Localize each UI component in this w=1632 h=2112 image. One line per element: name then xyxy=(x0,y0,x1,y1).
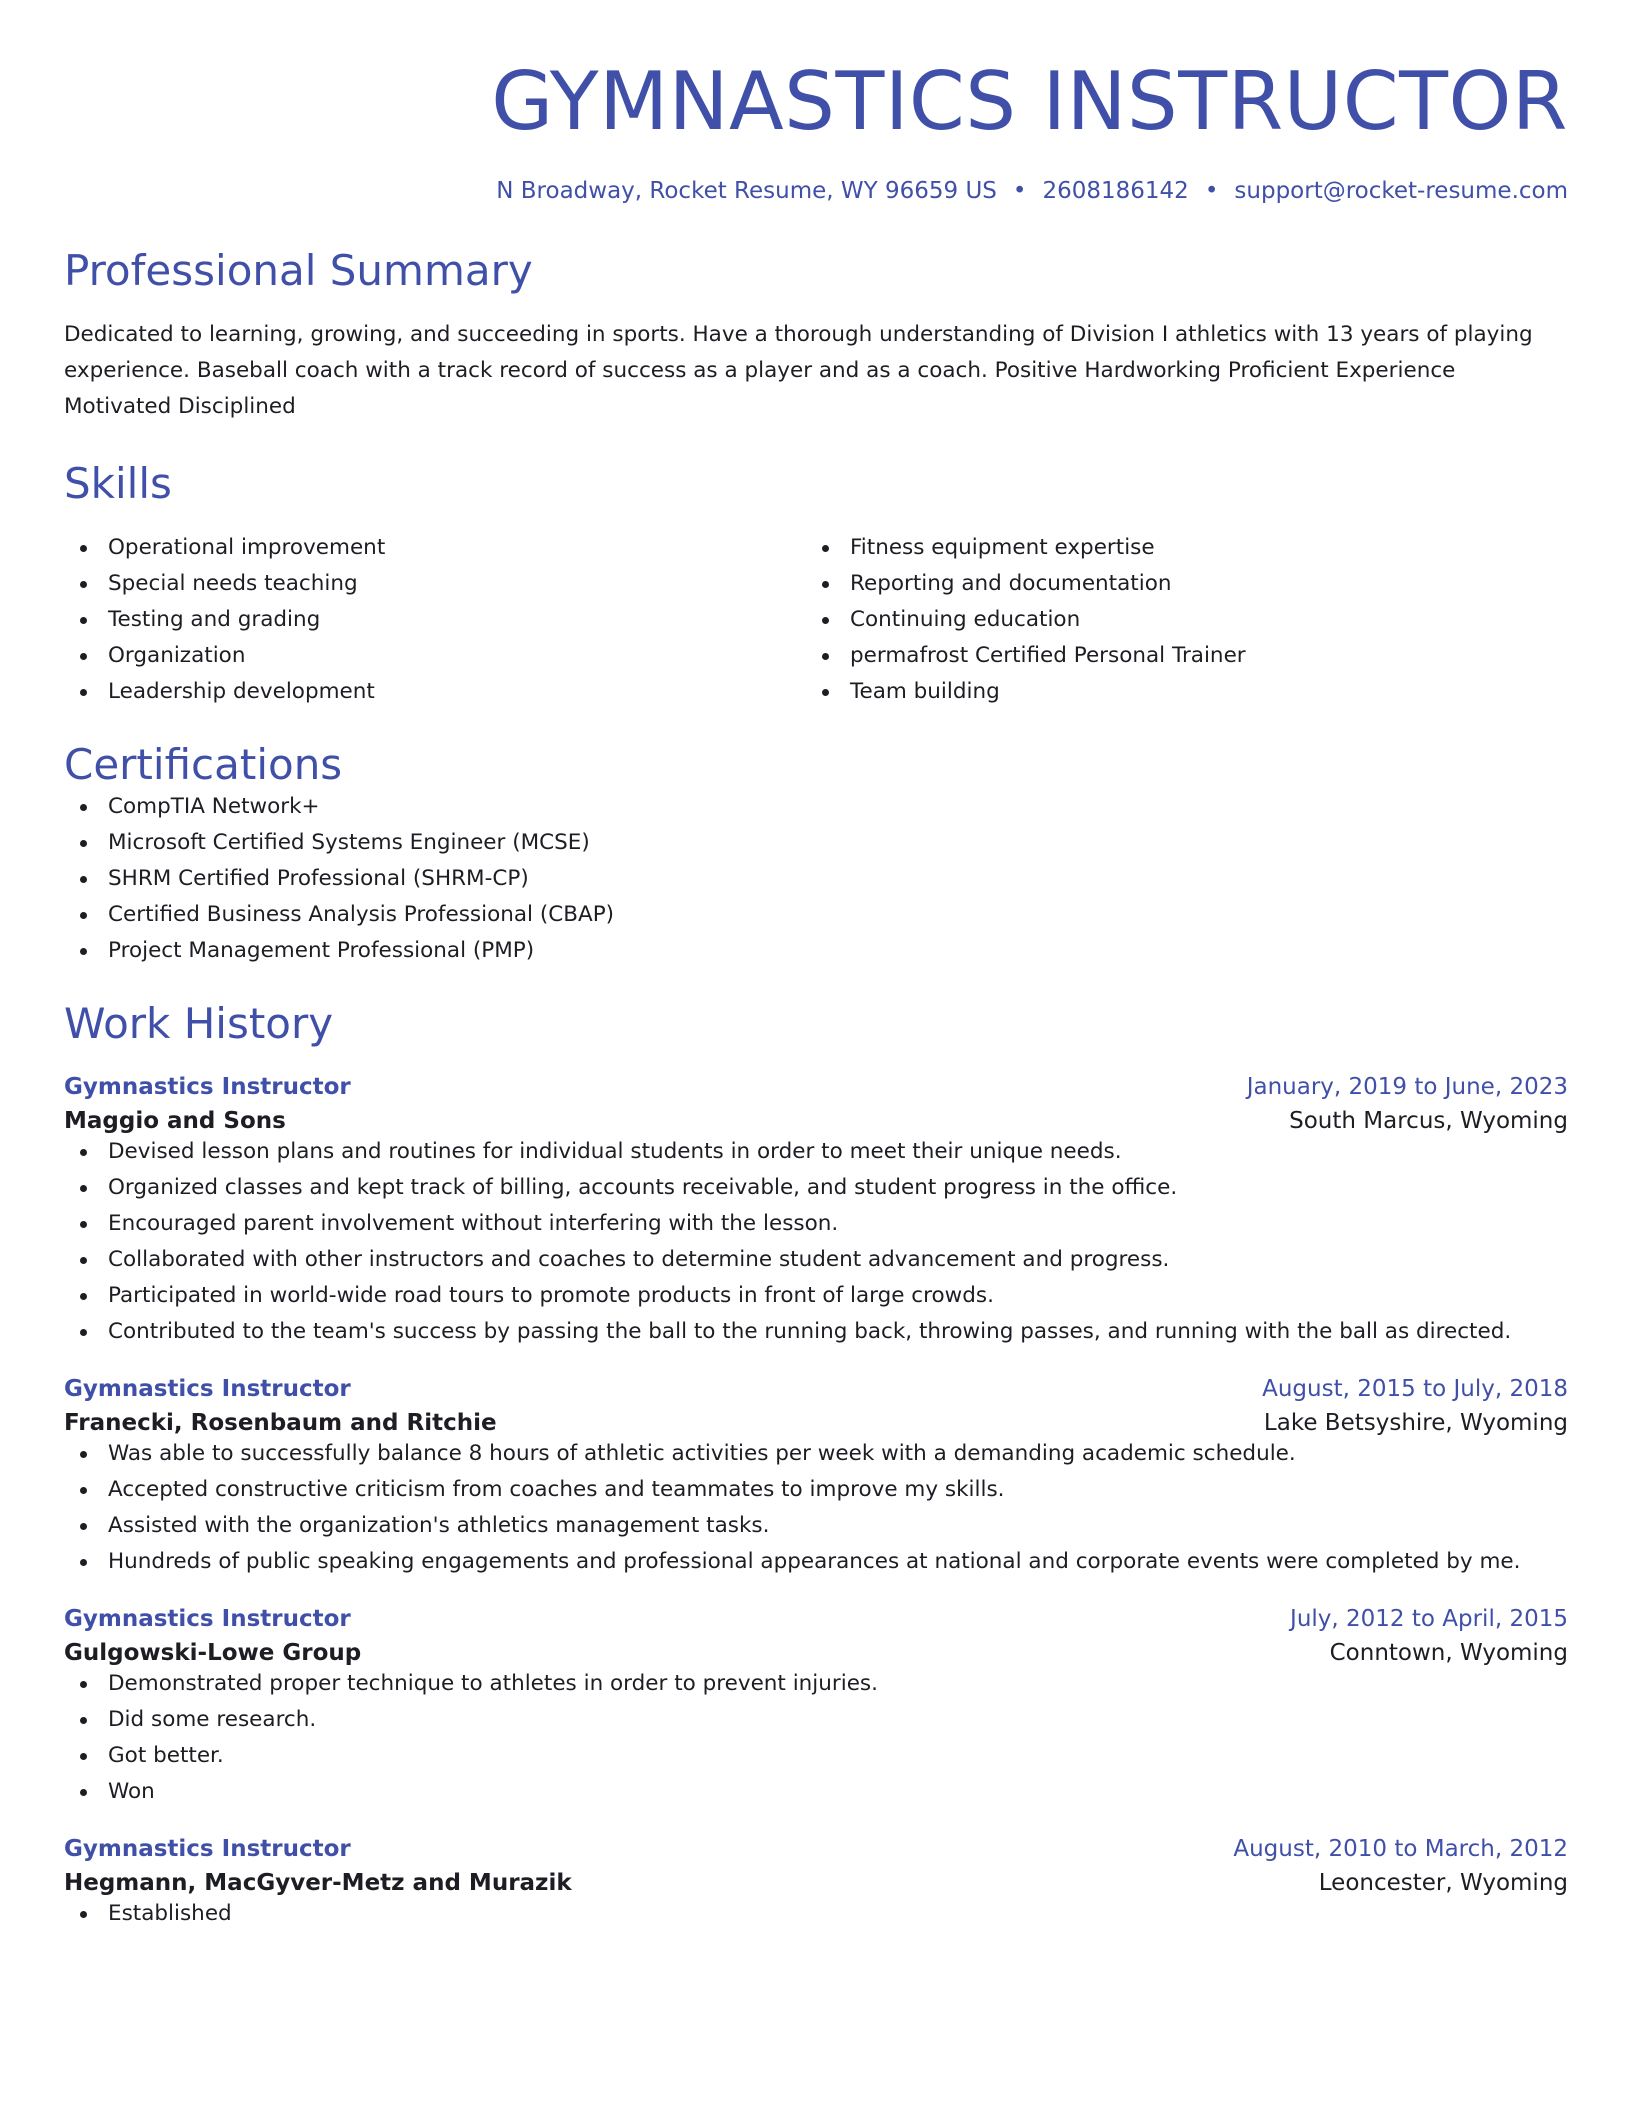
skill-item: Leadership development xyxy=(64,674,806,710)
job-subheader xyxy=(64,1108,1568,1134)
job-subheader xyxy=(64,1640,1568,1666)
job-duty-item: Demonstrated proper technique to athletes in order to prevent injuries. xyxy=(64,1666,1568,1702)
skills-right-list xyxy=(806,530,1548,710)
section-title-work-history: Work History xyxy=(64,999,334,1048)
job-title: Gymnastics Instructor xyxy=(64,1606,351,1632)
job-duty-item: Did some research. xyxy=(64,1702,1568,1738)
certifications-list xyxy=(64,789,1568,969)
job-dates: July, 2012 to April, 2015 xyxy=(1290,1606,1568,1632)
job-entry xyxy=(64,1074,1568,1350)
job-company: Maggio and Sons xyxy=(64,1108,286,1134)
certification-item: Microsoft Certified Systems Engineer (MCSE) xyxy=(64,825,1568,861)
job-dates: August, 2015 to July, 2018 xyxy=(1262,1376,1568,1402)
job-company: Hegmann, MacGyver-Metz and Murazik xyxy=(64,1870,572,1896)
contact-separator: • xyxy=(1204,178,1219,204)
skill-item: Organization xyxy=(64,638,806,674)
resume-page xyxy=(64,0,1568,1932)
skill-item: Special needs teaching xyxy=(64,566,806,602)
certification-item: Certified Business Analysis Professional (CBAP) xyxy=(64,897,1568,933)
job-duty-item: Collaborated with other instructors and coaches to determine student advancement and progress. xyxy=(64,1242,1568,1278)
job-duty-item: Won xyxy=(64,1774,1568,1810)
skill-item: Testing and grading xyxy=(64,602,806,638)
job-duties-list xyxy=(64,1436,1568,1580)
job-duties-list xyxy=(64,1896,1568,1932)
skill-item: Operational improvement xyxy=(64,530,806,566)
job-duties-list xyxy=(64,1666,1568,1810)
job-header xyxy=(64,1376,1568,1402)
job-duty-item: Assisted with the organization's athletics management tasks. xyxy=(64,1508,1568,1544)
skill-item: Continuing education xyxy=(806,602,1548,638)
section-title-skills: Skills xyxy=(64,459,172,508)
resume-name: GYMNASTICS INSTRUCTOR xyxy=(491,55,1568,148)
job-dates: August, 2010 to March, 2012 xyxy=(1233,1836,1568,1862)
job-title: Gymnastics Instructor xyxy=(64,1836,351,1862)
job-location: Conntown, Wyoming xyxy=(1329,1640,1568,1666)
job-header xyxy=(64,1836,1568,1862)
job-company: Franecki, Rosenbaum and Ritchie xyxy=(64,1410,497,1436)
contact-line xyxy=(64,178,1568,204)
skill-item: Reporting and documentation xyxy=(806,566,1548,602)
job-duty-item: Participated in world-wide road tours to promote products in front of large crowds. xyxy=(64,1278,1568,1314)
contact-email: support@rocket-resume.com xyxy=(1234,178,1568,204)
job-entry xyxy=(64,1836,1568,1932)
certification-item: SHRM Certified Professional (SHRM-CP) xyxy=(64,861,1568,897)
job-duty-item: Hundreds of public speaking engagements and professional appearances at national and corporate events were completed by me. xyxy=(64,1544,1568,1580)
section-title-certifications: Certifications xyxy=(64,740,343,789)
job-entry xyxy=(64,1376,1568,1580)
job-duty-item: Was able to successfully balance 8 hours of athletic activities per week with a demanding academic schedule. xyxy=(64,1436,1568,1472)
contact-phone: 2608186142 xyxy=(1042,178,1189,204)
job-title: Gymnastics Instructor xyxy=(64,1074,351,1100)
certification-item: CompTIA Network+ xyxy=(64,789,1568,825)
job-duty-item: Contributed to the team's success by passing the ball to the running back, throwing passes, and running with the ball as directed. xyxy=(64,1314,1568,1350)
job-subheader xyxy=(64,1410,1568,1436)
job-duty-item: Devised lesson plans and routines for individual students in order to meet their unique needs. xyxy=(64,1134,1568,1170)
job-duty-item: Organized classes and kept track of billing, accounts receivable, and student progress in the office. xyxy=(64,1170,1568,1206)
certification-item: Project Management Professional (PMP) xyxy=(64,933,1568,969)
job-duty-item: Established xyxy=(64,1896,1568,1932)
job-duties-list xyxy=(64,1134,1568,1350)
section-title-summary: Professional Summary xyxy=(64,246,533,295)
skill-item: Fitness equipment expertise xyxy=(806,530,1548,566)
job-subheader xyxy=(64,1870,1568,1896)
contact-separator: • xyxy=(1012,178,1027,204)
skill-item: Team building xyxy=(806,674,1548,710)
summary-text: Dedicated to learning, growing, and succeeding in sports. Have a thorough understanding of Division I athletics with 13 years of playing experience. Baseball coach with a track record of success as a player and as a coach. Positive Hardworking Proficient Experience Motivated Disciplined xyxy=(64,322,1533,419)
job-location: Leoncester, Wyoming xyxy=(1318,1870,1568,1896)
job-dates: January, 2019 to June, 2023 xyxy=(1246,1074,1568,1100)
skills-grid xyxy=(64,530,1568,710)
skills-left-list xyxy=(64,530,806,710)
job-header xyxy=(64,1074,1568,1100)
job-title: Gymnastics Instructor xyxy=(64,1376,351,1402)
job-location: South Marcus, Wyoming xyxy=(1289,1108,1568,1134)
job-location: Lake Betsyshire, Wyoming xyxy=(1263,1410,1568,1436)
skill-item: permafrost Certified Personal Trainer xyxy=(806,638,1548,674)
contact-address: N Broadway, Rocket Resume, WY 96659 US xyxy=(496,178,997,204)
job-duty-item: Got better. xyxy=(64,1738,1568,1774)
job-duty-item: Accepted constructive criticism from coaches and teammates to improve my skills. xyxy=(64,1472,1568,1508)
job-company: Gulgowski-Lowe Group xyxy=(64,1640,362,1666)
job-header xyxy=(64,1606,1568,1632)
job-duty-item: Encouraged parent involvement without interfering with the lesson. xyxy=(64,1206,1568,1242)
job-entry xyxy=(64,1606,1568,1810)
